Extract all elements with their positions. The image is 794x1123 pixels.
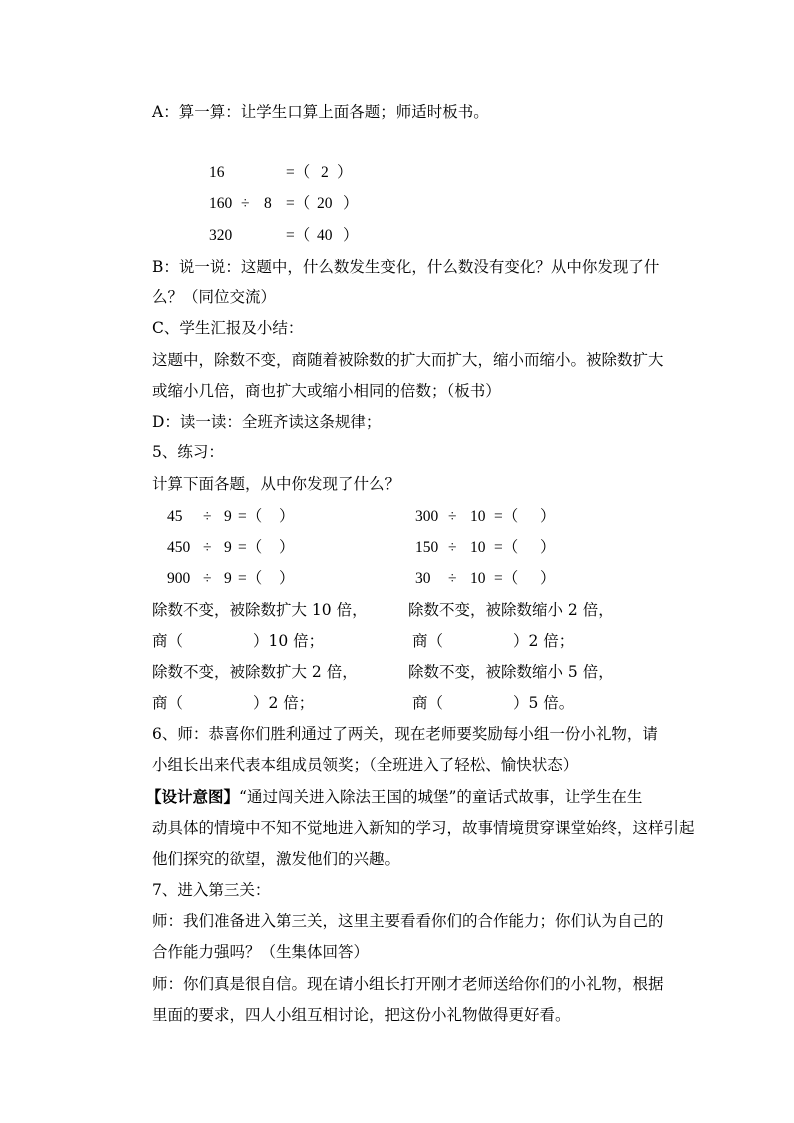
fill-left-2-quotient-open: 商（ <box>152 694 184 712</box>
fill-right-2-quotient-close: ）5 倍。 <box>513 694 575 712</box>
step-c-body-line1: 这题中，除数不变，商随着被除数的扩大而扩大，缩小而缩小。被除数扩大 <box>152 351 664 369</box>
ex-equals: =（ <box>238 539 263 556</box>
ex-equals: =（ <box>494 539 519 556</box>
calc-dividend: 16 <box>209 164 225 181</box>
calc-divisor: 8 <box>264 195 272 212</box>
fill-left-2-rule: 除数不变，被除数扩大 2 倍， <box>152 663 358 681</box>
ex-divisor: 9 <box>224 508 232 525</box>
section-7-heading: 7、进入第三关： <box>152 881 271 899</box>
ex-divide-sign: ÷ <box>203 570 212 587</box>
ex-divisor: 10 <box>470 570 486 587</box>
ex-equals: =（ <box>238 508 263 525</box>
step-b-line1: B：说一说：这题中，什么数发生变化，什么数没有变化？从中你发现了什 <box>152 258 660 276</box>
step-d: D：读一读：全班齐读这条规律； <box>152 413 382 431</box>
fill-left-1-quotient-close: ）10 倍； <box>253 632 325 650</box>
section-6-line1: 6、师：恭喜你们胜利通过了两关，现在老师要奖励每小组一份小礼物，请 <box>152 725 658 743</box>
calc-answer: 40 <box>317 227 333 244</box>
ex-dividend: 900 <box>167 570 191 587</box>
fill-right-1-quotient-open: 商（ <box>412 632 444 650</box>
section-5-question: 计算下面各题，从中你发现了什么？ <box>152 475 401 493</box>
fill-left-1-quotient-open: 商（ <box>152 632 184 650</box>
ex-equals: =（ <box>238 570 263 587</box>
ex-dividend: 45 <box>167 508 183 525</box>
design-intent-tag: 【设计意图】 <box>146 787 240 806</box>
design-intent-text: “通过闯关进入除法王国的城堡”的童话式故事，让学生在生 <box>239 788 643 806</box>
fill-right-2-rule: 除数不变，被除数缩小 5 倍， <box>408 663 614 681</box>
teacher-1-line1: 师：我们准备进入第三关，这里主要看看你们的合作能力；你们认为自己的 <box>152 912 664 930</box>
ex-divisor: 10 <box>470 539 486 556</box>
design-intent-line1 <box>146 787 642 807</box>
ex-close: ） <box>540 539 556 556</box>
step-c-body-line2: 或缩小几倍，商也扩大或缩小相同的倍数；（板书） <box>152 382 501 400</box>
ex-close: ） <box>279 570 295 587</box>
fill-left-1-rule: 除数不变，被除数扩大 10 倍， <box>152 601 368 619</box>
ex-dividend: 150 <box>415 539 439 556</box>
design-intent-line3: 他们探究的欲望，激发他们的兴趣。 <box>152 850 401 868</box>
calc-answer: 20 <box>317 195 333 212</box>
ex-close: ） <box>279 508 295 525</box>
calc-dividend: 320 <box>209 227 233 244</box>
calc-close: ） <box>343 227 359 244</box>
calc-equals: =（ <box>286 164 311 181</box>
calc-answer: 2 <box>321 164 329 181</box>
section-5-heading: 5、练习： <box>152 443 224 461</box>
calc-divide-sign: ÷ <box>241 195 250 212</box>
calc-equals: =（ <box>286 227 311 244</box>
ex-divide-sign: ÷ <box>203 508 212 525</box>
ex-equals: =（ <box>494 570 519 587</box>
ex-divide-sign: ÷ <box>448 570 457 587</box>
ex-dividend: 300 <box>415 508 439 525</box>
teacher-1-line2: 合作能力强吗？（生集体回答） <box>152 943 370 961</box>
step-c: C、学生汇报及小结： <box>152 319 304 337</box>
fill-right-1-rule: 除数不变，被除数缩小 2 倍， <box>408 601 614 619</box>
ex-divisor: 10 <box>470 508 486 525</box>
calc-close: ） <box>337 164 353 181</box>
calc-dividend: 160 <box>209 195 233 212</box>
ex-divisor: 9 <box>224 539 232 556</box>
teacher-2-line2: 里面的要求，四人小组互相讨论，把这份小礼物做得更好看。 <box>152 1006 571 1024</box>
ex-divide-sign: ÷ <box>203 539 212 556</box>
step-b-line2: 么？（同位交流） <box>152 288 277 306</box>
ex-divide-sign: ÷ <box>448 508 457 525</box>
ex-close: ） <box>540 508 556 525</box>
design-intent-line2: 动具体的情境中不知不觉地进入新知的学习，故事情境贯穿课堂始终，这样引起 <box>152 819 695 837</box>
ex-dividend: 30 <box>415 570 431 587</box>
ex-divide-sign: ÷ <box>448 539 457 556</box>
ex-close: ） <box>540 570 556 587</box>
section-6-line2: 小组长出来代表本组成员领奖；（全班进入了轻松、愉快状态） <box>152 756 579 774</box>
step-a: A：算一算：让学生口算上面各题；师适时板书。 <box>152 103 489 121</box>
ex-close: ） <box>279 539 295 556</box>
fill-right-2-quotient-open: 商（ <box>412 694 444 712</box>
calc-equals: =（ <box>286 195 311 212</box>
fill-right-1-quotient-close: ）2 倍； <box>513 632 575 650</box>
ex-divisor: 9 <box>224 570 232 587</box>
ex-equals: =（ <box>494 508 519 525</box>
fill-left-2-quotient-close: ）2 倍； <box>253 694 315 712</box>
teacher-2-line1: 师：你们真是很自信。现在请小组长打开刚才老师送给你们的小礼物，根据 <box>152 975 664 993</box>
ex-dividend: 450 <box>167 539 191 556</box>
calc-close: ） <box>343 195 359 212</box>
